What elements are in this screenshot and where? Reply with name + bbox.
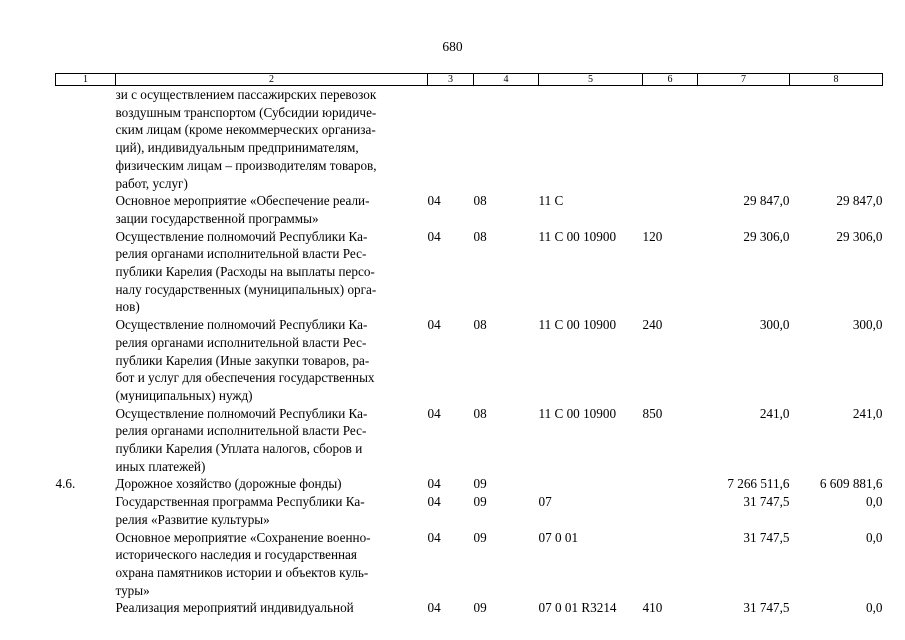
header-cell: 8 [790,74,883,86]
section-code [428,86,474,193]
section-code: 04 [427,529,441,545]
table-row [56,192,883,227]
amount-year-2: 300,0 [852,317,883,333]
expense-type-code [643,86,698,193]
table-row [56,316,883,405]
expense-name [116,405,428,476]
expense-name-line: Дорожное хозяйство (дорожные фонды) [115,476,342,492]
amount-year-2: 0,0 [866,529,883,545]
expense-name-line: релия органами исполнительной власти Рес- [115,423,367,439]
expense-name-line: нов) [115,299,140,315]
amount-year-2: 6 609 881,6 [819,476,883,492]
amount-year-1: 31 747,5 [743,529,790,545]
expense-name-line: публики Карелия (Расходы на выплаты персо- [115,264,375,280]
amount-year-2: 29 306,0 [836,228,883,244]
row-number [56,599,116,617]
subsection-code: 08 [473,317,487,333]
header-cell: 6 [643,74,698,86]
expense-name-line: зи с осуществлением пассажирских перевозок [115,87,377,102]
expense-name-line: туры» [115,582,150,598]
table-row [56,405,883,476]
section-code: 04 [427,405,441,421]
expense-type-code: 410 [642,600,663,616]
section-code: 04 [427,600,441,616]
target-article-code: 11 С 00 10900 [538,228,617,244]
subsection-code: 08 [473,228,487,244]
expense-name-line: Осуществление полномочий Республики Ка- [115,228,368,244]
table-row [56,493,883,528]
expense-name-line: зации государственной программы» [115,210,319,226]
expense-name-line: релия органами исполнительной власти Рес- [115,334,367,350]
expense-name-line: налу государственных (муниципальных) орга- [115,281,377,297]
row-number [56,228,116,317]
header-cell: 5 [539,74,643,86]
column-number-header [56,74,883,86]
target-article-code: 11 С 00 10900 [538,405,617,421]
section-code: 04 [427,193,441,209]
expense-name [116,228,428,317]
amount-year-1: 300,0 [759,317,790,333]
expense-name-line: исторического наследия и государственная [115,547,357,563]
subsection-code: 09 [473,600,487,616]
target-article-code: 07 [538,494,552,510]
expense-name-line: публики Карелия (Уплата налогов, сборов и [115,441,363,457]
row-number [56,529,116,600]
header-cell: 7 [698,74,790,86]
amount-year-1: 241,0 [759,405,790,421]
subsection-code: 09 [473,529,487,545]
target-article-code: 11 С [538,193,564,209]
expense-name [116,192,428,227]
section-code: 04 [427,228,441,244]
expense-name [116,86,428,193]
amount-year-2: 0,0 [866,494,883,510]
header-cell: 2 [116,74,428,86]
expense-name-line: иных платежей) [115,458,206,474]
amount-year-1: 7 266 511,6 [727,476,790,492]
expense-type-code [643,529,698,600]
expense-name-line: (муниципальных) нужд) [115,387,253,403]
amount-year-2: 241,0 [852,405,883,421]
expense-name-line: Осуществление полномочий Республики Ка- [115,405,368,421]
amount-year-1: 29 306,0 [743,228,790,244]
expense-type-code: 850 [642,405,663,421]
amount-year-2 [790,86,883,193]
row-number [56,192,116,227]
table-body [56,86,883,618]
section-code: 04 [427,317,441,333]
target-article-code: 07 0 01 [538,529,579,545]
expense-name-line: релия органами исполнительной власти Рес- [115,246,367,262]
budget-table [55,73,883,617]
expense-name-line: релия «Развитие культуры» [115,511,270,527]
expense-name-line: ций), индивидуальным предпринимателям, [115,140,359,156]
row-number [56,405,116,476]
table-row [56,599,883,617]
header-cell: 4 [474,74,539,86]
amount-year-2: 29 847,0 [836,193,883,209]
amount-year-1 [698,86,790,193]
expense-name-line: ским лицам (кроме некоммерческих организа- [115,122,376,138]
table-row [56,475,883,493]
page-number: 680 [442,39,463,54]
expense-name-line: физическим лицам – производителям товаров, [115,157,377,173]
target-article-code: 07 0 01 R3214 [538,600,617,616]
expense-name-line: Основное мероприятие «Сохранение военно- [115,529,371,545]
expense-name [116,599,428,617]
row-number [56,493,116,528]
expense-type-code [643,475,698,493]
expense-name-line: бот и услуг для обеспечения государственных [115,370,375,386]
header-cell: 3 [428,74,474,86]
expense-name [116,475,428,493]
expense-name-line: работ, услуг) [115,175,188,191]
expense-name-line: Реализация мероприятий индивидуальной [115,600,354,616]
expense-name [116,316,428,405]
target-article-code [539,86,643,193]
target-article-code [539,475,643,493]
expense-type-code: 240 [642,317,663,333]
expense-name-line: Государственная программа Республики Ка- [115,494,365,510]
header-cell: 1 [56,74,116,86]
amount-year-1: 31 747,5 [743,494,790,510]
amount-year-1: 29 847,0 [743,193,790,209]
target-article-code: 11 С 00 10900 [538,317,617,333]
amount-year-2: 0,0 [866,600,883,616]
table-row [56,529,883,600]
expense-name-line: Основное мероприятие «Обеспечение реали- [115,193,370,209]
expense-name [116,529,428,600]
expense-name-line: охрана памятников истории и объектов куль- [115,564,369,580]
subsection-code: 09 [473,476,487,492]
expense-name [116,493,428,528]
expense-name-line: публики Карелия (Иные закупки товаров, ра- [115,352,370,368]
row-number [56,86,116,193]
expense-type-code: 120 [642,228,663,244]
table-row [56,86,883,193]
expense-type-code [643,493,698,528]
expense-type-code [643,192,698,227]
subsection-code [474,86,539,193]
amount-year-1: 31 747,5 [743,600,790,616]
expense-name-line: Осуществление полномочий Республики Ка- [115,317,368,333]
row-number: 4.6. [55,476,76,492]
row-number [56,316,116,405]
table-row [56,228,883,317]
subsection-code: 08 [473,405,487,421]
section-code: 04 [427,494,441,510]
section-code: 04 [427,476,441,492]
expense-name-line: воздушным транспортом (Субсидии юридиче- [115,104,377,120]
subsection-code: 09 [473,494,487,510]
subsection-code: 08 [473,193,487,209]
